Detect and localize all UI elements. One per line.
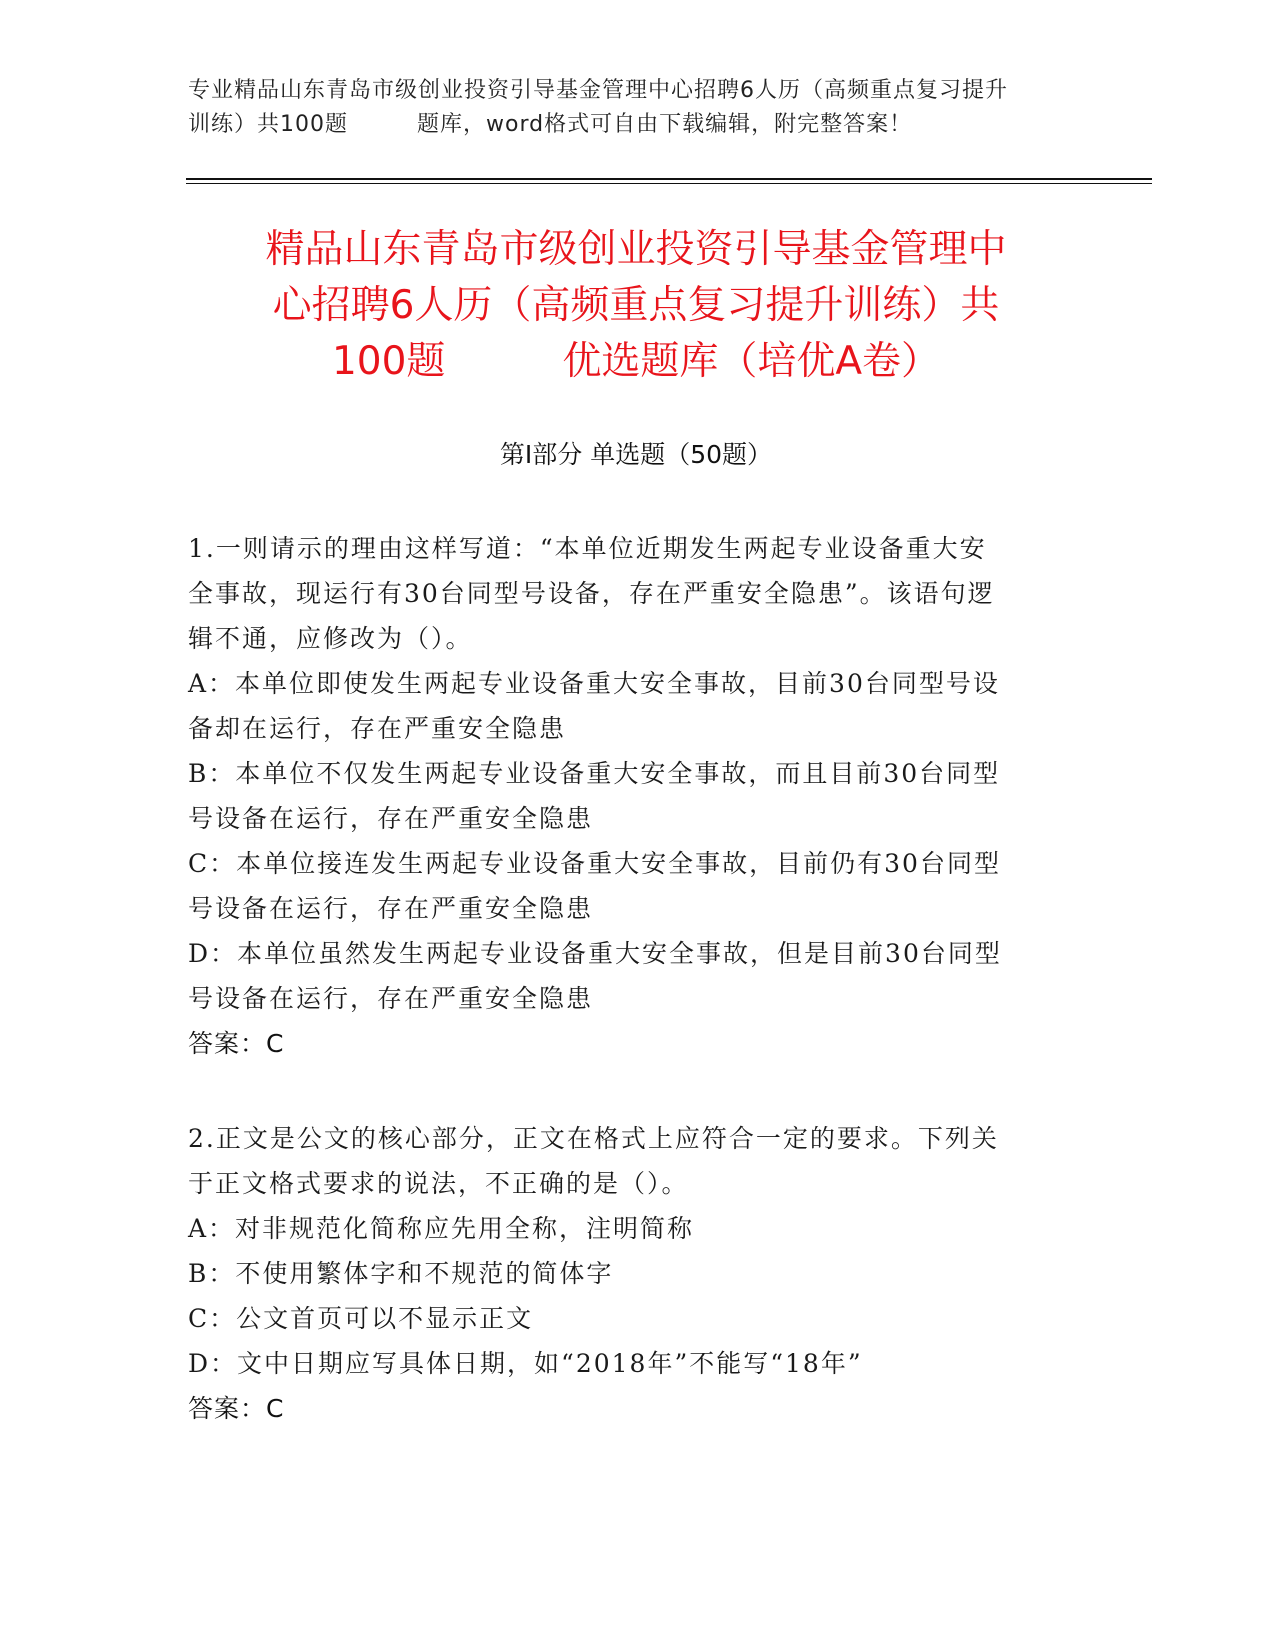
answer: 答案：C (188, 1029, 285, 1058)
option-c-line: C：公文首页可以不显示正文 (188, 1304, 534, 1333)
question-2 (188, 1116, 1068, 1431)
option-b-line: B：本单位不仅发生两起专业设备重大安全事故，而且目前30台同型 (188, 759, 1001, 788)
title-line-1: 精品山东青岛市级创业投资引导基金管理中 (265, 227, 1007, 272)
option-a-line: A：对非规范化简称应先用全称，注明简称 (188, 1214, 695, 1243)
option-c-line: 号设备在运行，存在严重安全隐患 (188, 894, 594, 923)
question-1 (188, 526, 1068, 1066)
document-title (186, 222, 1086, 390)
option-a-line: A：本单位即使发生两起专业设备重大安全事故，目前30台同型号设 (188, 669, 1000, 698)
question-stem-line: 辑不通，应修改为（）。 (188, 624, 473, 653)
question-stem-line: 全事故，现运行有30台同型号设备，存在严重安全隐患”。该语句逻 (188, 579, 995, 608)
question-stem-line: 2.正文是公文的核心部分，正文在格式上应符合一定的要求。下列关 (188, 1124, 999, 1153)
header-divider (186, 178, 1152, 184)
title-line-2: 心招聘6人历（高频重点复习提升训练）共 (272, 283, 1000, 328)
option-b-line: 号设备在运行，存在严重安全隐患 (188, 804, 594, 833)
page-header (188, 74, 1088, 142)
title-line-3: 100题 优选题库（培优A卷） (331, 339, 941, 384)
header-line-1: 专业精品山东青岛市级创业投资引导基金管理中心招聘6人历（高频重点复习提升 (188, 78, 1008, 103)
answer: 答案：C (188, 1394, 285, 1423)
question-stem-line: 于正文格式要求的说法，不正确的是（）。 (188, 1169, 689, 1198)
option-c-line: C：本单位接连发生两起专业设备重大安全事故，目前仍有30台同型 (188, 849, 1001, 878)
question-stem-line: 1.一则请示的理由这样写道：“本单位近期发生两起专业设备重大安 (188, 534, 987, 563)
option-d-line: D：本单位虽然发生两起专业设备重大安全事故，但是目前30台同型 (188, 939, 1002, 968)
section-heading: 第Ⅰ部分 单选题（50题） (499, 440, 773, 469)
option-d-line: D：文中日期应写具体日期，如“2018年”不能写“18年” (188, 1349, 863, 1378)
option-b-line: B：不使用繁体字和不规范的简体字 (188, 1259, 614, 1288)
option-d-line: 号设备在运行，存在严重安全隐患 (188, 984, 594, 1013)
option-a-line: 备却在运行，存在严重安全隐患 (188, 714, 567, 743)
header-line-2: 训练）共100题 题库，word格式可自由下载编辑，附完整答案！ (188, 112, 913, 137)
